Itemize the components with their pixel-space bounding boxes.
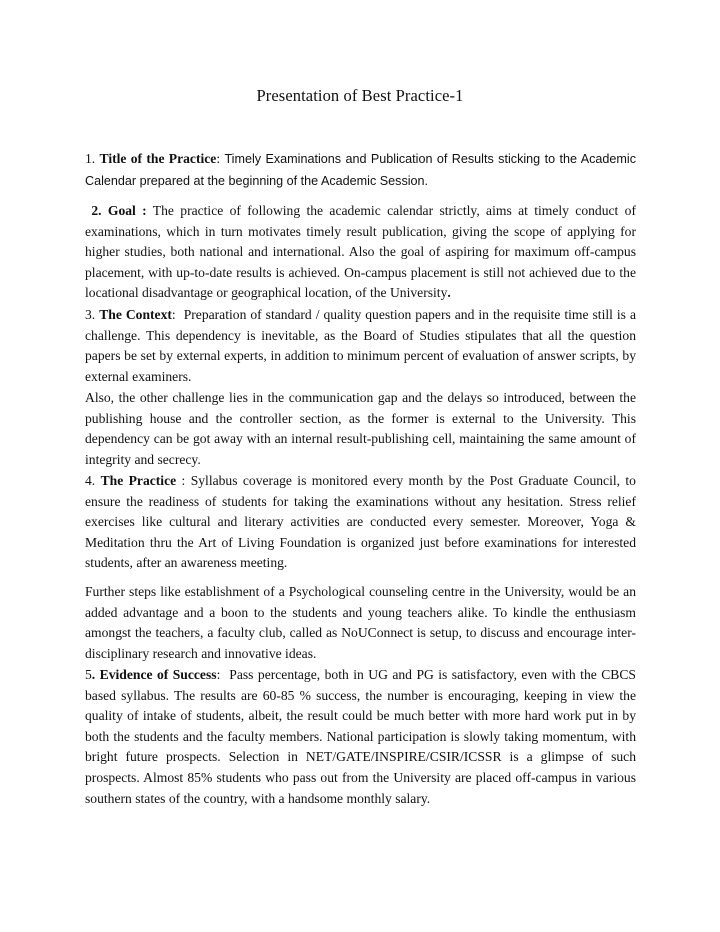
section-evidence-of-success [85, 665, 636, 809]
section-text: Syllabus coverage is monitored every month by the Post Graduate Council, to ensure the readiness of students for taking the examinations without any hesitation. Stress relief exercises like cultural and literary activities are conducted every semester. Moreover, Yoga & Meditation thru the Art of Living Foundation is organized just before examinations for interested students, after an awareness meeting. [85, 473, 636, 571]
section-number: 3. [85, 307, 96, 322]
paragraph-text: Also, the other challenge lies in the communication gap and the delays so introduced, between the publishing house and the controller section, as the former is external to the University. This dependency can be got away with an internal result-publishing cell, maintaining the same amount of integrity and secrecy. [85, 390, 636, 467]
section-title-of-practice [85, 148, 636, 192]
section-text: Pass percentage, both in UG and PG is satisfactory, even with the CBCS based syllabus. The results are 60-85 % success, the number is encouraging, keeping in view the quality of intake of students, albeit, the result could be much better with more hard work put in by both the students and the faculty members. National participation is slowly taking momentum, with bright future prospects. Selection in NET/GATE/INSPIRE/CSIR/ICSSR is a glimpse of such prospects. Almost 85% students who pass out from the University are placed off-campus in various southern states of the country, with a handsome monthly salary. [85, 667, 636, 806]
section-context [85, 305, 636, 387]
section-number: 5 [85, 667, 92, 682]
section-end-mark: . [447, 285, 451, 301]
paragraph-context-continued [85, 388, 636, 470]
section-separator: : [171, 307, 176, 322]
paragraph-text: Further steps like establishment of a Psychological counseling centre in the University, would be an added advantage and a boon to the students and young teachers alike. To kindle the enthusiasm amongst the teachers, a faculty club, called as NoUConnect is setup, to discuss and encourage inter-disciplinary research and innovative ideas. [85, 584, 636, 661]
section-separator: : [216, 151, 221, 166]
document-title: Presentation of Best Practice-1 [256, 86, 464, 105]
section-heading: . Goal : [98, 203, 147, 218]
section-separator: : [181, 473, 186, 488]
section-text: Preparation of standard / quality question papers and in the requisite time still is a challenge. This dependency is inevitable, as the Board of Studies stipulates that all the question papers be set by external experts, in addition to minimum percent of evaluation of answer scripts, by external examiners. [85, 307, 637, 384]
section-practice [85, 471, 636, 574]
section-number: 4. [85, 473, 96, 488]
section-number: 2 [91, 203, 99, 218]
section-goal [85, 201, 636, 304]
paragraph-practice-continued [85, 582, 636, 664]
section-heading: The Practice [100, 473, 177, 488]
section-heading: Title of the Practice [99, 151, 217, 166]
section-heading: The Context [99, 307, 172, 322]
section-heading: . Evidence of Success [91, 667, 217, 682]
section-text: Timely Examinations and Publication of Results sticking to the Academic Calendar prepared at the beginning of the Academic Session. [85, 152, 636, 188]
section-number: 1. [85, 151, 96, 166]
section-text: The practice of following the academic calendar strictly, aims at timely conduct of examinations, which in turn motivates timely result publication, giving the scope of applying for higher studies, both national and international. Also the goal of aspiring for maximum off-campus placement, with up-to-date results is achieved. On-campus placement is still not achieved due to the locational disadvantage or geographical location, of the University [85, 203, 636, 301]
section-separator: : [216, 667, 221, 682]
